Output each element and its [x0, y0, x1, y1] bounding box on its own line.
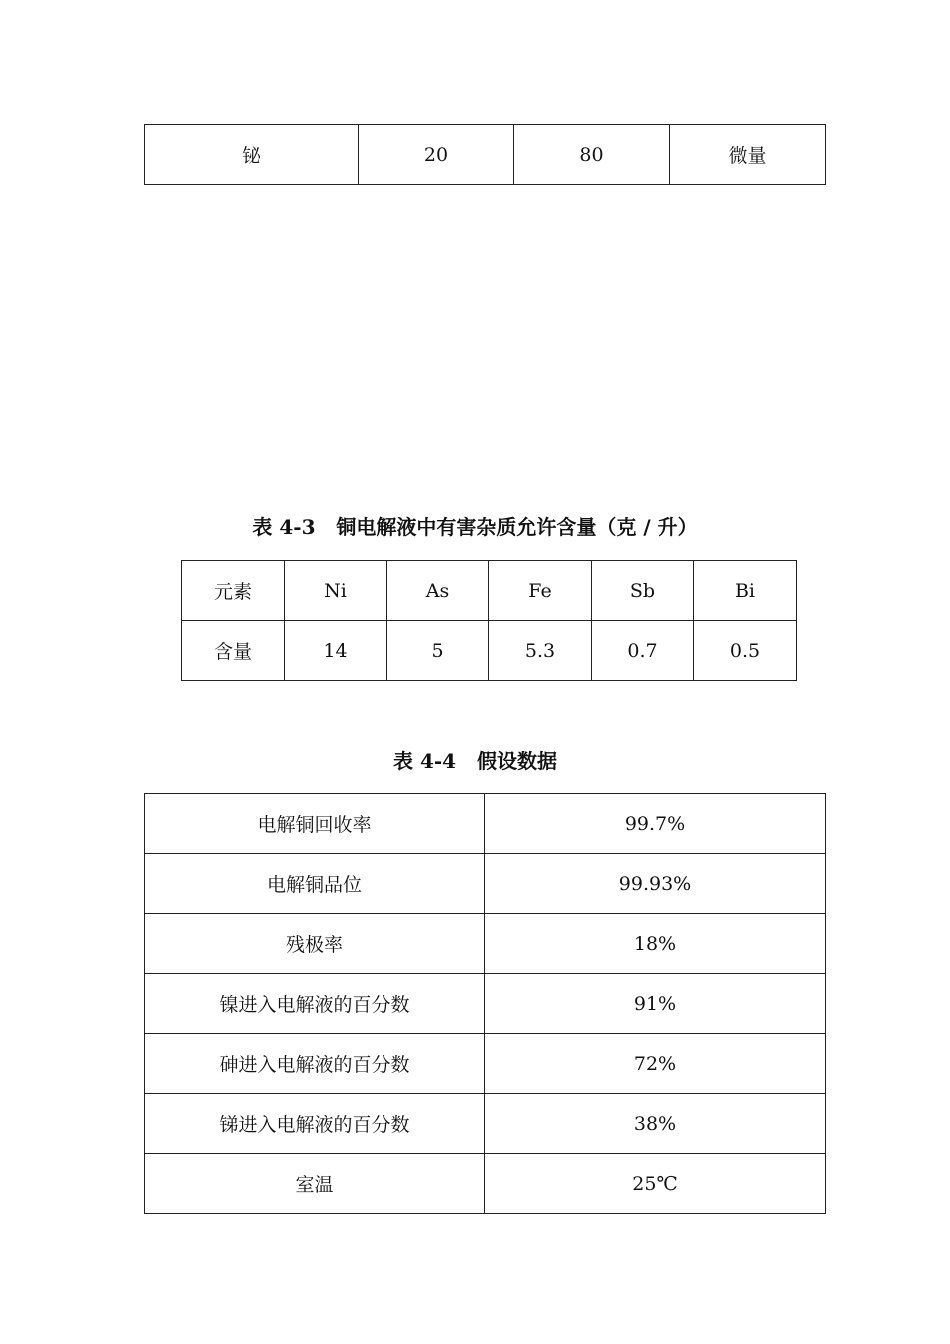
table-cell: 砷进入电解液的百分数 — [145, 1034, 485, 1094]
table-cell: 38% — [485, 1094, 826, 1154]
table-4-3-caption: 表 4-3 铜电解液中有害杂质允许含量（克 / 升） — [252, 515, 698, 539]
table-row — [145, 125, 826, 185]
table-cell: 0.5 — [694, 621, 797, 681]
table-4-4-caption: 表 4-4 假设数据 — [393, 749, 557, 773]
table-cell: Ni — [285, 561, 387, 621]
table-cell: 锑进入电解液的百分数 — [145, 1094, 485, 1154]
table-row — [145, 854, 826, 914]
table-cell: 镍进入电解液的百分数 — [145, 974, 485, 1034]
table-row — [145, 914, 826, 974]
impurity-limit-table — [181, 560, 797, 681]
table-cell: 20 — [359, 125, 514, 185]
table-cell: 0.7 — [592, 621, 694, 681]
table-cell: Bi — [694, 561, 797, 621]
table-cell: 91% — [485, 974, 826, 1034]
table-cell: Fe — [489, 561, 592, 621]
table-cell: Sb — [592, 561, 694, 621]
table-cell: As — [387, 561, 489, 621]
bismuth-row-table — [144, 124, 826, 185]
table-cell: 含量 — [182, 621, 285, 681]
table-cell: 99.7% — [485, 794, 826, 854]
assumption-data-table — [144, 793, 826, 1214]
table-cell: 14 — [285, 621, 387, 681]
table-cell: 电解铜回收率 — [145, 794, 485, 854]
table-cell: 铋 — [145, 125, 359, 185]
table-row — [145, 794, 826, 854]
table-row — [145, 1094, 826, 1154]
table-cell: 5.3 — [489, 621, 592, 681]
table-row — [182, 561, 797, 621]
table-row — [182, 621, 797, 681]
table-cell: 室温 — [145, 1154, 485, 1214]
table-cell: 电解铜品位 — [145, 854, 485, 914]
table-cell: 5 — [387, 621, 489, 681]
table-cell: 25℃ — [485, 1154, 826, 1214]
table-row — [145, 1034, 826, 1094]
table-row — [145, 974, 826, 1034]
table-row — [145, 1154, 826, 1214]
table-cell: 72% — [485, 1034, 826, 1094]
table-cell: 元素 — [182, 561, 285, 621]
table-cell: 80 — [514, 125, 670, 185]
table-cell: 18% — [485, 914, 826, 974]
table-cell: 99.93% — [485, 854, 826, 914]
table-cell: 微量 — [670, 125, 826, 185]
table-cell: 残极率 — [145, 914, 485, 974]
